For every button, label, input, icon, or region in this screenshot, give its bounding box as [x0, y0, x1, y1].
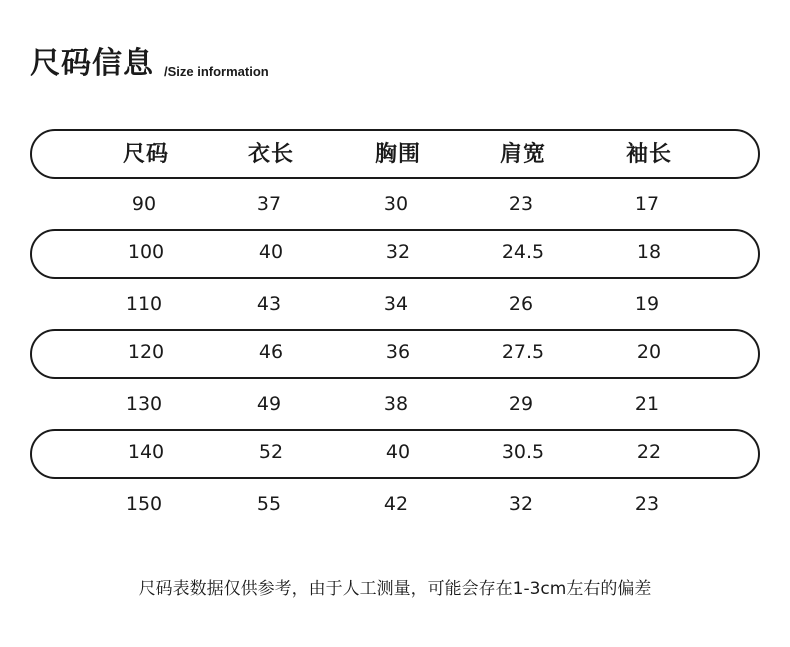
header-cell-sleeve: 袖长 [625, 141, 672, 167]
header-cell-size: 尺码 [122, 141, 169, 167]
table-cell: 120 [127, 341, 165, 363]
table-row [30, 379, 760, 429]
table-row [30, 279, 760, 329]
table-cell: 40 [258, 241, 284, 263]
table-row [30, 429, 760, 479]
page-title-main: 尺码信息 [30, 46, 154, 81]
table-row [30, 179, 760, 229]
table-row [30, 329, 760, 379]
header-cell-length: 衣长 [247, 141, 294, 167]
page-title [30, 44, 269, 84]
table-cell: 130 [125, 393, 163, 415]
table-cell: 40 [385, 441, 411, 463]
header-cell-shoulder: 肩宽 [499, 141, 546, 167]
table-cell: 55 [256, 493, 282, 515]
table-cell: 110 [125, 293, 163, 315]
table-cell: 32 [508, 493, 534, 515]
table-cell: 22 [636, 441, 662, 463]
disclaimer-note: 尺码表数据仅供参考，由于人工测量，可能会存在1-3cm左右的偏差 [138, 579, 652, 599]
table-cell: 27.5 [501, 341, 545, 363]
table-cell: 24.5 [501, 241, 545, 263]
table-cell: 36 [385, 341, 411, 363]
table-cell: 23 [634, 493, 660, 515]
table-cell: 46 [258, 341, 284, 363]
table-cell: 37 [256, 193, 282, 215]
table-cell: 29 [508, 393, 534, 415]
table-cell: 42 [383, 493, 409, 515]
table-cell: 23 [508, 193, 534, 215]
table-cell: 32 [385, 241, 411, 263]
table-cell: 43 [256, 293, 282, 315]
table-cell: 26 [508, 293, 534, 315]
table-cell: 52 [258, 441, 284, 463]
size-table [30, 129, 760, 529]
table-cell: 19 [634, 293, 660, 315]
table-row [30, 229, 760, 279]
table-cell: 20 [636, 341, 662, 363]
table-cell: 30.5 [501, 441, 545, 463]
table-cell: 100 [127, 241, 165, 263]
page-title-subtitle: /Size information [164, 64, 269, 79]
table-cell: 140 [127, 441, 165, 463]
table-row [30, 479, 760, 529]
table-cell: 21 [634, 393, 660, 415]
table-cell: 150 [125, 493, 163, 515]
size-table-header-row [30, 129, 760, 179]
table-cell: 17 [634, 193, 660, 215]
table-cell: 34 [383, 293, 409, 315]
header-cell-chest: 胸围 [374, 141, 421, 167]
table-cell: 49 [256, 393, 282, 415]
table-cell: 90 [131, 193, 157, 215]
table-cell: 30 [383, 193, 409, 215]
table-cell: 38 [383, 393, 409, 415]
table-cell: 18 [636, 241, 662, 263]
